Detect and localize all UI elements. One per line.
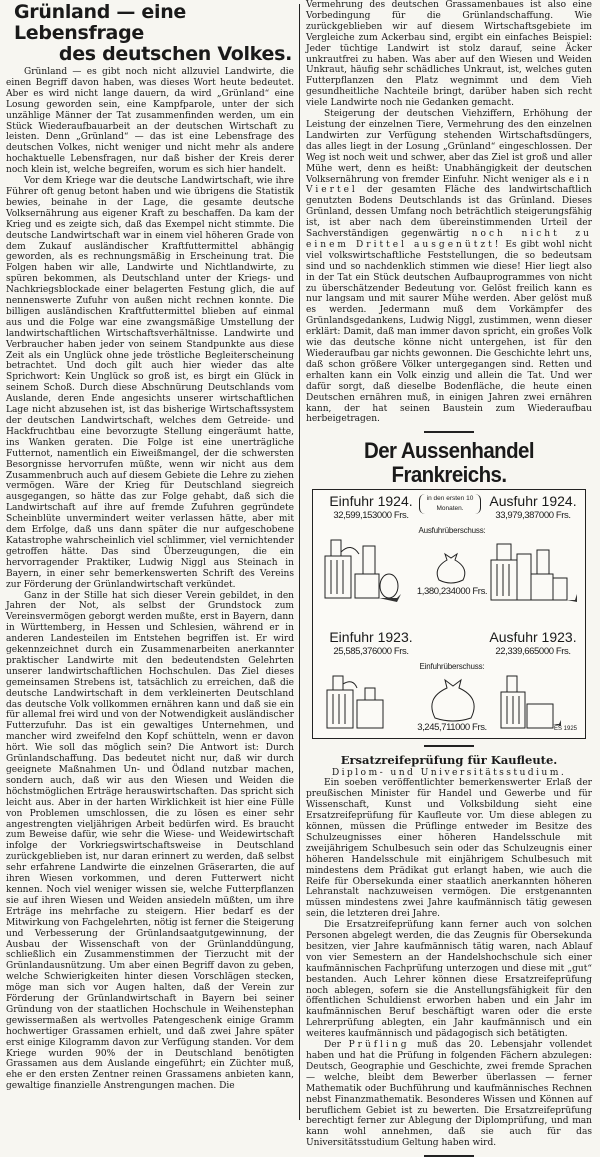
emphasis-ein: ein [568, 174, 592, 185]
text-run: muß das 20. Lebensjahr vollendet haben und hat die Prüfung in folgenden Fächern abzulegen: Deutsch, Geographie und Geschichte, zwei fremde Sprachen — welche, bleibt dem Bewerber überlassen — ferner Mathematik oder Buchführung und kaufmännisches Rechnen nebst Finanzmathematik. Besonderes Wissen und Können auf beruflichem Gebiet ist zu bewerten. Die Ersatzreifeprüfung berechtigt ferner zur Ablegung der Diplomprüfung, und man kann wohl annehmen, daß sie auch für das Universitätsstudium Geltung haben wird. [306, 1040, 592, 1149]
left-column [6, 0, 294, 1124]
article-paragraph [306, 1040, 592, 1149]
infographic-frame [312, 489, 586, 739]
import-1924-label: Einfuhr 1924. [329, 493, 413, 510]
right-column [306, 0, 592, 1149]
article-paragraph: Grünland — es gibt noch nicht allzuviel Landwirte, die einen Begriff davon haben, was dieses Wort heute bedeutet. Aber es wird nicht lange dauern, da wird „Grünland“ eine Losung geworden sein, eine Kampfparole, unter der sich unzählige Männer der Tat zusammenfinden werden, um ein Stück Wiederaufbauarbeit an der deutschen Wirtschaft zu leisten. Denn „Grünland“ — das ist eine Lebensfrage des deutschen Volkes, nicht weniger und nicht mehr als andere hochaktuelle Lebensfragen, nur daß bisher der Kreis derer noch klein ist, welche begreifen, worum es sich hier handelt. [6, 67, 294, 176]
section-divider [424, 745, 474, 747]
period-note: in den ersten 10 Monaten. [419, 494, 481, 514]
export-1923-label: Ausfuhr 1923. [489, 629, 577, 646]
emphasis-drittel: noch nicht zu einem Drittel ausgenützt! [306, 229, 592, 250]
article-paragraph: Vor dem Kriege war die deutsche Landwirtschaft, wie ihre Führer oft genug betont haben und wie übrigens die Statistik bewies, beinahe in der Lage, die gesamte deutsche Volksernährung aus eigener Kraft zu beschaffen. Da kam der Krieg und es zeigte sich, daß das Exempel nicht stimmte. Die deutsche Landwirtschaft war in einem viel höheren Grade von dem Zukauf ausländischer Kraftfuttermittel abhängig geworden, als es rechnungsmäßig in Erscheinung trat. Die Folgen haben wir alle, Landwirte und Nichtlandwirte, zu spüren bekommen, als Deutschland unter der Kriegs- und Nachkriegsblockade einer belagerten Festung glich, die auf nennenswerte Zufuhr von außen nicht rechnen konnte. Die billigen ausländischen Kraftfuttermittel blieben auf einmal aus und die Folge war eine zwangsmäßige Umstellung der landwirtschaftlichen Wirtschaftsverhältnisse. Landwirte und Verbraucher haben jeder von seinem Standpunkte aus diese Zeit als ein Unglück ohne jede tröstliche Begleiterscheinung betrachtet. Und doch gilt auch hier wieder das alte Sprichwort: Kein Unglück so groß ist, es birgt ein Glück in seinem Schoß. Durch diese Abschnürung Deutschlands vom Auslande, deren Ende angesichts unserer wirtschaftlichen Lage nicht abzusehen ist, ist das bisherige Wirtschaftssystem der deutschen Landwirtschaft, welches dem Getreide- und Hackfruchtbau eine bevorzugte Stellung eingeräumt hatte, ins Wanken geraten. Die Folge ist eine unerträgliche Futternot, namentlich ein Eiweißmangel, der die schwersten Besorgnisse hervorrufen müßte, wenn wir nicht aus dem Zusammenbruch auch auf diesem Gebiete die Lehre zu ziehen vermögen. Wäre der Krieg für Deutschland siegreich ausgegangen, so hätte das zur Folge gehabt, daß sich die Landwirtschaft auf ihre auf fremde Zufuhren gegründete Scheinblüte unvermindert weiter verlassen hätte, aber mit dem Erfolge, daß uns dann später die nur aufgeschobene Katastrophe wahrscheinlich viel schlimmer, viel vernichtender getroffen hätte. Das sind Überzeugungen, die ein hervorragender Praktiker, Ludwig Niggl aus Steinach in Bayern, in einer sehr bemerkenswerten Schrift des Vereins zur Förderung der Grünlandwirtschaft verkündet. [6, 176, 294, 590]
article-paragraph [306, 109, 592, 425]
import-surplus-value: 3,245,711000 Frs. [417, 722, 487, 734]
article-paragraph: Die Ersatzreifeprüfung kann ferner auch von solchen Personen abgelegt werden, die das Zeugnis für Obersekunda besitzen, vier Jahre kaufmännisch tätig waren, nach Ablauf von vier Semestern an der Handelshochschule sich einer kaufmännischen Fachprüfung unterzogen und diese mit „gut“ bestanden. Auch Lehrer können diese Ersatzreifeprüfung noch ablegen, sofern sie die Anstellungsfähigkeit für den öffentlichen Schuldienst erworben haben und ein Jahr im kaufmännischen Beruf beschäftigt waren oder die erste Lehrerprüfung ablegten, ein Jahr kaufmännisch und ein weiteres kaufmännisch und pädagogisch sich betätigten. [306, 920, 592, 1040]
surplus-money-bag-icon [431, 548, 471, 584]
article-paragraph-continued: Vermehrung des deutschen Grassamenbaues ist also eine Vorbedingung für die Grünlandschaffung. Wie zurückgeblieben wir auf diesem Wirtschaftsgebiete im Vergleiche zum Ackerbau sind, ergibt ein einfaches Beispiel: Jeder tüchtige Landwirt ist stolz darauf, seine Äcker unkrautfrei zu haben. Was aber auf den Wiesen und Weiden Unkraut, häufig sehr schädliches Unkraut, ist, welches guten Futterpflanzen den Platz wegnimmt und dem Vieh gesundheitliche Nachteile bringt, darüber haben sich recht viele Landwirte noch nie Gedanken gemacht. [306, 0, 592, 109]
import-surplus-label: Einfuhrüberschuss: [419, 662, 485, 672]
export-surplus-value: 1,380,234000 Frs. [416, 586, 488, 598]
emphasis-viertel: Viertel [306, 185, 358, 196]
headline-line-2: des deutschen Volkes. [58, 43, 292, 65]
article-paragraph: Ganz in der Stille hat sich dieser Verein gebildet, in den Jahren der Not, als selbst der Grundstock zum Vereinsvermögen geborgt werden mußte, erst in Bayern, dann in Württemberg, in Hessen und Schlesien, während er in anderen Landesteilen im Entstehen begriffen ist. Er wird gekennzeichnet durch ein Zusammenarbeiten anerkannter praktischer Landwirte mit den bedeutendsten Gelehrten unserer landwirtschaftlichen Hochschulen. Das Ziel dieses gemeinsamen Strebens ist, tatsächlich zu erreichen, daß die deutsche Landwirtschaft in dem verkleinerten Deutschland das deutsche Volk vollkommen ernähren kann und daß sie ein für allemal frei wird und von der Notwendigkeit ausländischer Futterzufuhr. Das ist ein gewaltiges Unternehmen, und mancher wird zweifelnd den Kopf schütteln, wenn er davon hört. Wie soll das möglich sein? Die Antwort ist: Durch Grünlandschaffung. Das bedeutet nicht nur, daß wir durch geeignete Maßnahmen Un- und Ödland nutzbar machen, sondern auch, daß wir aus den Wiesen und Weiden die höchstmöglichen Erträge herauswirtschaften. Das spricht sich leicht aus. Aber in der harten Wirklichkeit ist hier eine Fülle von Problemen umschlossen, die zu lösen es einer sehr angestrengten vieljährigen Arbeit bedürfen wird. Es braucht zum Beweise dafür, wie sehr die Wiese- und Weidewirtschaft infolge der Vorkriegswirtschaftsweise in Deutschland zurückgeblieben ist, nur daran erinnert zu werden, daß selbst sehr erfahrene Landwirte die einzelnen Gräserarten, die auf ihren Wiesen vorkommen, und deren Futterwert nicht kennen. Noch viel weniger wissen sie, welche Futterpflanzen sie auf ihren Wiesen und Weiden ansiedeln müßten, um ihre Erträge ins mehrfache zu steigern. Hier bedarf es der Mitwirkung von Fachgelehrten, nötig ist ferner die Steigerung und Verbesserung der Grünlandsaatgutgewinnung, der Ausbau der Wissenschaft von der Grünlanddüngung, schließlich ein Zusammenstimmen der Tierzucht mit der Grünlandausnützung. Um aber einen Begriff davon zu geben, welche Schwierigkeiten hinter diesen Vorschlägen stecken, möge man sich vor Augen halten, daß der Verein zur Förderung der Grünlandwirtschaft in Bayern bei seiner Gründung von der staatlichen Hochschule in Weihenstephan gewissermaßen als wertvolles Patengeschenk einige Gramm hochwertiger Grassamen erhielt, und daß zwei Jahre später erst einige Kilogramm davon zur Verfügung standen. Vor dem Kriege wurden 90% der in Deutschland benötigten Grassamen aus dem Auslande eingeführt; ein Züchter muß, ehe er den ersten Zentner reinen Grassamens anbieten kann, gewaltige finanzielle Anstrengungen machen. Die [6, 590, 294, 1092]
artist-signature: ES 1925 [553, 726, 577, 733]
ersatz-subheadline: Diplom- und Universitätsstudium. [331, 767, 567, 779]
export-surplus-label: Ausfuhrüberschuss: [418, 526, 486, 536]
text-run: Steigerung der deutschen Viehziffern, Erhöhung der Leistung der einzelnen Tiere, Vermehrung des den einzelnen Landwirten zur Verfügung stehenden Wirtschaftsdüngers, das alles liegt in der Losung „Grünland“ eingeschlossen. Der Weg ist noch weit und schwer, aber das Ziel ist groß und aller Mühe wert, denn es heißt: Unabhängigkeit der deutschen Volksernährung von fremder Einfuhr. Nicht weniger als [306, 109, 592, 185]
headline-line-1: Grünland — eine Lebensfrage [14, 1, 187, 44]
export-1923-goods-icon [499, 674, 563, 730]
export-1924-label: Ausfuhr 1924. [489, 493, 577, 510]
deficit-money-bag-icon [425, 676, 481, 722]
import-1923-label: Einfuhr 1923. [329, 629, 413, 646]
import-1924-goods-icon [323, 536, 405, 602]
text-run: Es gibt wohl nicht viel volkswirtschaftliche Feststellungen, die so bedeutsam sind und so nachdenklich stimmen wie diese! Hier liegt also in der Tat ein Stück deutschen Aufbauprogrammes von nicht zu überschätzender Bedeutung vor. Gelöst freilich kann es nur langsam und mit saurer Mühe werden. Aber gelöst muß es werden. Jedermann muß dem Vorkämpfer des Grünlandsgedankens, Ludwig Niggl, zustimmen, wenn dieser erklärt: Damit, daß man immer davon spricht, ein großes Volk wie das deutsche könne nicht untergehen, ist für den Wiederaufbau gar nichts gewonnen. Die Geschichte lehrt uns, daß schon größere Völker untergegangen sind. Retten und erhalten kann ein Volk einzig und allein die Tat. Und wer dafür sorgt, daß dieselbe Bodenfläche, die heute einen Deutschen ernähren muß, in einigen Jahren zwei ernähren kann, der hat seinen Baustein zum Wiederaufbau herbeigetragen. [306, 239, 592, 425]
text-run: der gesamten Fläche des landwirtschaftlich genutzten Bodens Deutschlands ist das Grünland. Dieses Grünland, dessen Umfang noch beträchtlich steigerungsfähig ist, ist aber nach dem übereinstimmenden Urteil der Sachverständigen gegenwärtig [306, 185, 592, 240]
import-1924-value: 32,599,153000 Frs. [333, 510, 409, 522]
trade-infographic [306, 439, 592, 739]
infographic-title: Der Aussenhandel Frankreichs. [364, 438, 534, 488]
export-1923-value: 22,339,665000 Frs. [495, 646, 571, 658]
import-1923-value: 25,585,376000 Frs. [333, 646, 409, 658]
ersatz-headline: Ersatzreifeprüfung für Kaufleute. [340, 753, 558, 768]
article-headline [6, 2, 294, 65]
export-1924-goods-icon [489, 538, 579, 604]
column-divider [299, 4, 300, 1120]
import-1923-goods-icon [325, 674, 395, 730]
article-paragraph: Ein soeben veröffentlichter bemerkenswerter Erlaß der preußischen Minister für Handel und Gewerbe und für Wissenschaft, Kunst und Volksbildung sieht eine Ersatzreifeprüfung für Kaufleute vor. Um diese ablegen zu können, müssen die Prüflinge entweder im Besitze des Schulzeugnisses einer höheren Handelsschule mit zweijährigem Schulbesuch sein oder das Schulzeugnis einer höheren Handelsschule mit einjährigem Schulbesuch mit mindestens dem Prädikat gut erlangt haben, wie auch die Reife für Obersekunda einer staatlich anerkannten höheren Lehranstalt nachzuweisen vermögen. Die erstgenannten müssen mindestens zwei Jahre kaufmännisch tätig gewesen sein, die letzteren drei Jahre. [306, 778, 592, 920]
text-run: Der [324, 1040, 341, 1051]
export-1924-value: 33,979,387000 Frs. [495, 510, 571, 522]
section-divider [424, 431, 474, 433]
emphasis-pruefling: Prüfling [348, 1040, 410, 1051]
